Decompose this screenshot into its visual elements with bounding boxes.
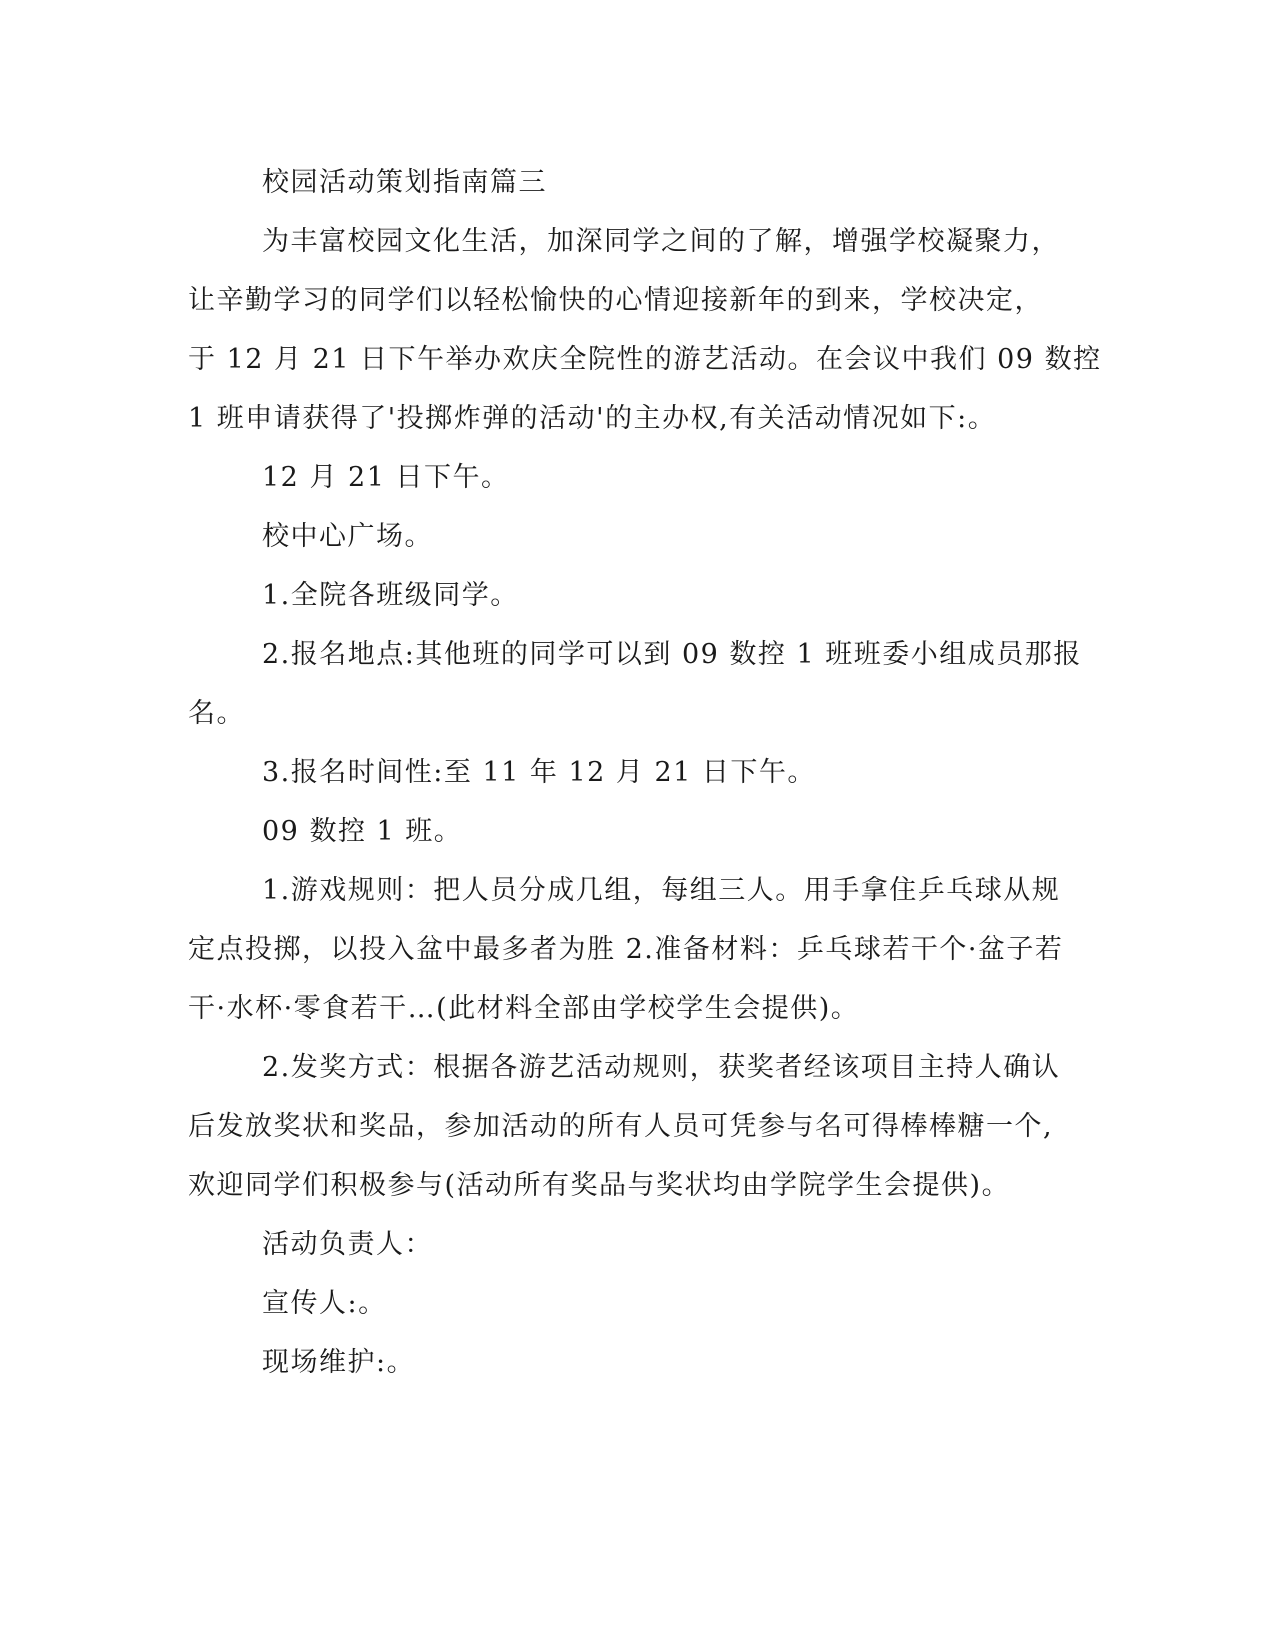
- paragraph-line: 1 班申请获得了'投掷炸弹的活动'的主办权,有关活动情况如下:。: [188, 403, 997, 434]
- paragraph-line: 让辛勤学习的同学们以轻松愉快的心情迎接新年的到来，学校决定，: [188, 285, 1043, 316]
- paragraph-line: 12 月 21 日下午。: [262, 462, 510, 493]
- paragraph-line: 2.发奖方式：根据各游艺活动规则，获奖者经该项目主持人确认: [262, 1052, 1061, 1083]
- paragraph-line: 后发放奖状和奖品，参加活动的所有人员可凭参与名可得棒棒糖一个,: [188, 1111, 1054, 1142]
- paragraph-line: 2.报名地点:其他班的同学可以到 09 数控 1 班班委小组成员那报: [262, 639, 1082, 670]
- paragraph-line: 现场维护:。: [262, 1347, 416, 1378]
- paragraph-line: 校中心广场。: [262, 521, 433, 552]
- paragraph-line: 活动负责人：: [262, 1229, 433, 1260]
- paragraph-line: 09 数控 1 班。: [262, 816, 463, 847]
- paragraph-line: 宣传人:。: [262, 1288, 387, 1319]
- paragraph-line: 于 12 月 21 日下午举办欢庆全院性的游艺活动。在会议中我们 09 数控: [188, 344, 1102, 375]
- document-title: 校园活动策划指南篇三: [262, 167, 547, 198]
- paragraph-line: 欢迎同学们积极参与(活动所有奖品与奖状均由学院学生会提供)。: [188, 1170, 1011, 1201]
- paragraph-line: 干·水杯·零食若干…(此材料全部由学校学生会提供)。: [188, 993, 860, 1024]
- paragraph-line: 名。: [188, 698, 245, 729]
- paragraph-line: 3.报名时间性:至 11 年 12 月 21 日下午。: [262, 757, 816, 788]
- paragraph-line: 1.游戏规则：把人员分成几组，每组三人。用手拿住乒乓球从规: [262, 875, 1061, 906]
- paragraph-line: 定点投掷，以投入盆中最多者为胜 2.准备材料：乒乓球若干个·盆子若: [188, 934, 1064, 965]
- paragraph-line: 1.全院各班级同学。: [262, 580, 519, 611]
- paragraph-line: 为丰富校园文化生活，加深同学之间的了解，增强学校凝聚力，: [262, 226, 1060, 257]
